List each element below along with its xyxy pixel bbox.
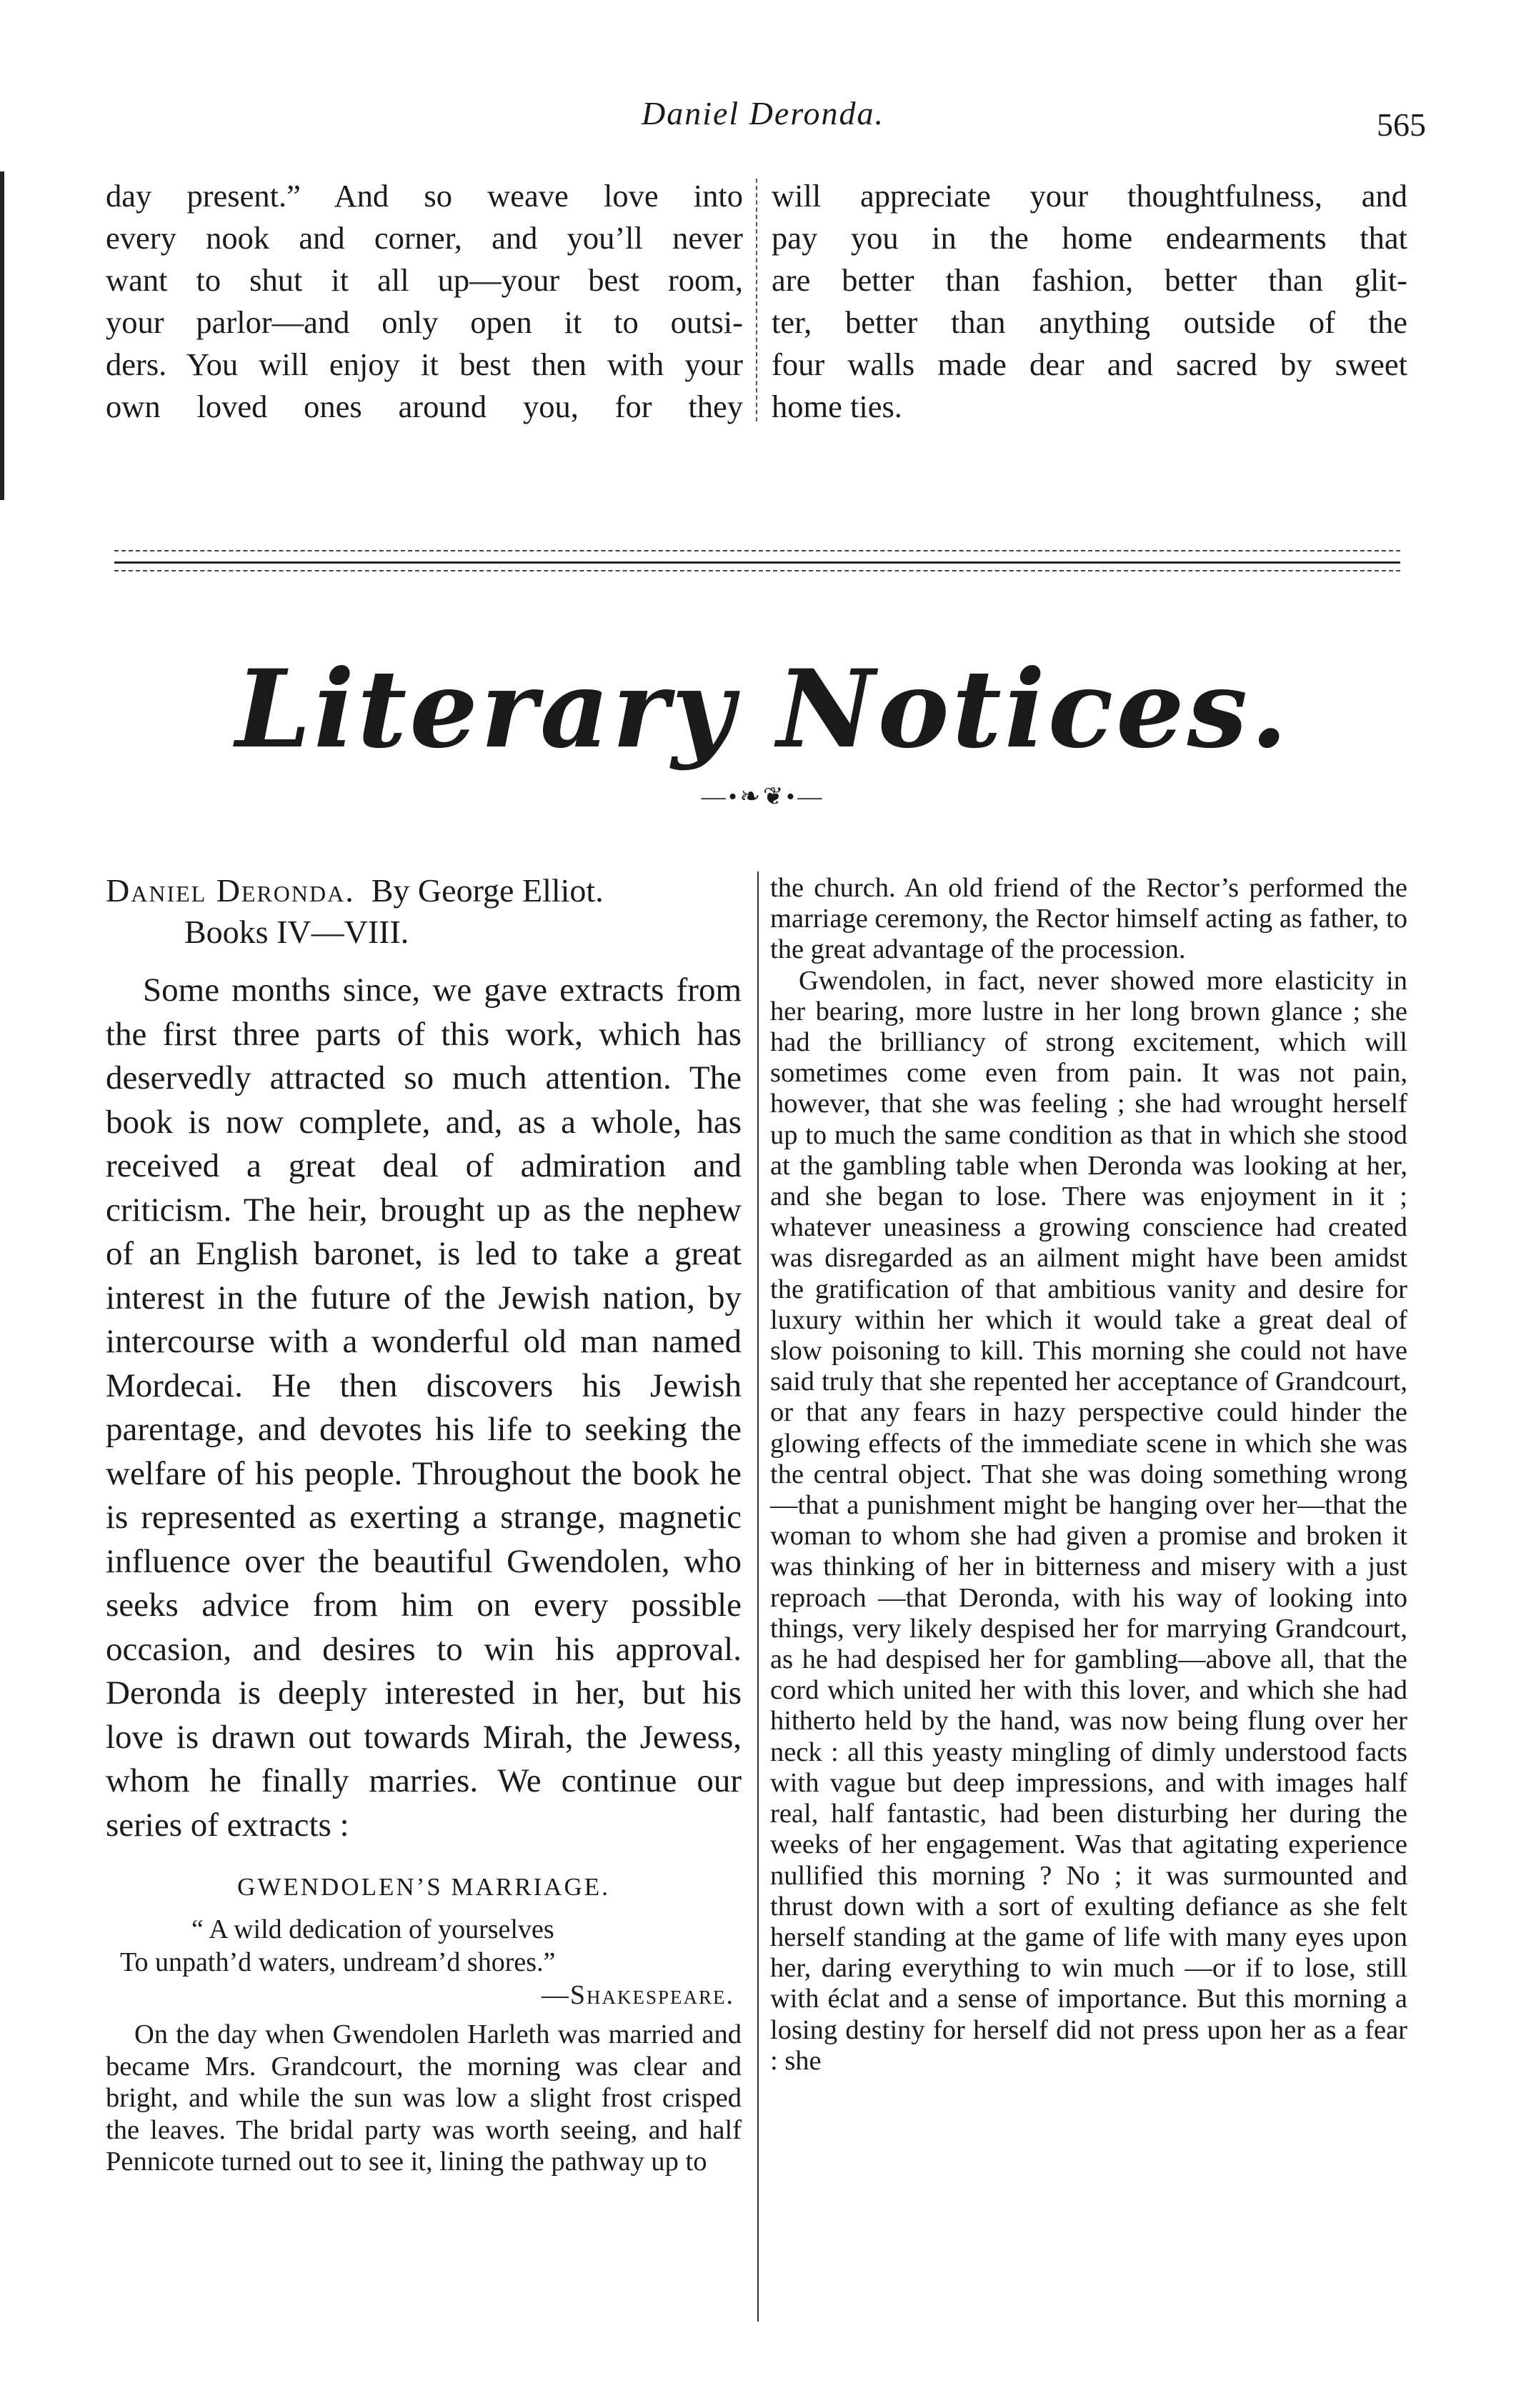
section-heading: Literary Notices. [235, 646, 1291, 772]
text-line: your parlor—and only open it to outsi- [106, 304, 743, 340]
epigraph-line: “ A wild dedication of yourselves [191, 1914, 554, 1944]
extract-paragraph: On the day when Gwendolen Harleth was married and became Mrs. Grandcourt, the morning was clear and bright, and while the sun was low a slight frost crisped the leaves. The bridal party was worth seeing, and half Pennicote turned out to see it, lining the pathway up to [106, 2019, 742, 2177]
column-divider [757, 871, 759, 2322]
text-line: every nook and corner, and you’ll never [106, 220, 743, 256]
review-right-column [770, 873, 1407, 2077]
text-line: four walls made dear and sacred by sweet [772, 346, 1407, 382]
column-divider [756, 179, 757, 421]
continued-article-right-column [772, 175, 1407, 428]
ornament-divider: —•❧❦•— [701, 784, 825, 810]
review-title: Daniel Deronda. [106, 872, 355, 909]
review-byline: By George Elliot. [371, 872, 604, 909]
text-line: want to shut it all up—your best room, [106, 262, 743, 298]
review-left-column [106, 870, 742, 2178]
review-intro: Some months since, we gave extracts from the first three parts of this work, which has deservedly attracted so much attention. The book is now complete, and, as a whole, has received a great deal of admiration and criticism. The heir, brought up as the nephew of an English baronet, is led to take a great interest in the future of the Jewish nation, by intercourse with a wonderful old man named Mordecai. He then discovers his Jewish parentage, and devotes his life to seeking the welfare of his people. Throughout the book he is represented as exerting a strange, magnetic influence over the beautiful Gwendolen, who seeks advice from him on every possible occasion, and desires to win his approval. Deronda is deeply interested in her, but his love is drawn out towards Mirah, the Jewess, whom he finally marries. We continue our series of extracts : [106, 971, 742, 1844]
review-books: Books IV—VIII. [184, 914, 409, 950]
section-rule [114, 561, 1400, 564]
extract-paragraph: Gwendolen, in fact, never showed more elasticity in her bearing, more lustre in her long brown glance ; she had the brilliancy of strong excitement, which will sometimes come even from pain. It was not pain, however, that she was feeling ; she had wrought herself up to much the same condition as that in which she stood at the gambling table when Deronda was looking at her, and she began to lose. There was enjoyment in it ; whatever uneasiness a growing conscience had created was disregarded as an ailment might have been amidst the gratification of that ambitious vanity and desire for luxury within her which it would take a great deal of slow poisoning to kill. This morning she could not have said truly that she repented her acceptance of Grandcourt, or that any fears in hazy perspective could hinder the glowing effects of the immediate scene in which she was the central object. That she was doing something wrong—that a punishment might be hanging over her—that the woman to whom she had given a promise and broken it was thinking of her in bitterness and misery with a just reproach —that Deronda, with his way of looking into things, very likely despised her for marrying Grandcourt, as he had despised her for gambling—above all, that the cord which united her with this lover, and which she had hitherto held by the hand, was now being flung over her neck : all this yeasty mingling of dimly understood facts with vague but deep impressions, and with images half real, half fantastic, had been disturbing her during the weeks of her engagement. Was that agitating experience nullified this morning ? No ; it was surmounted and thrust down with a sort of exulting defiance as she felt herself standing at the game of life with many eyes upon her, daring everything to win much —or if to lose, still with éclat and a sense of importance. But this morning a losing destiny for herself did not press upon her as a fear : she [770, 965, 1407, 2076]
text-line: day present.” And so weave love into [106, 178, 743, 214]
text-line: pay you in the home endearments that [772, 220, 1407, 256]
epigraph [113, 1913, 742, 2012]
extract-title: GWENDOLEN’S MARRIAGE. [237, 1873, 610, 1901]
text-line: are better than fashion, better than glit- [772, 262, 1407, 298]
text-line: ders. You will enjoy it best then with your [106, 346, 743, 382]
review-heading [106, 870, 742, 953]
epigraph-line: To unpath’d waters, undream’d shores.” [120, 1947, 556, 1977]
text-line: own loved ones around you, for they [106, 389, 743, 424]
text-line: home ties. [772, 389, 902, 424]
section-rule [114, 550, 1400, 551]
text-line: ter, better than anything outside of the [772, 304, 1407, 340]
text-line: will appreciate your thoughtfulness, and [772, 178, 1407, 214]
page-number: 565 [1377, 106, 1426, 143]
extract-paragraph-continued: the church. An old friend of the Rector’s performed the marriage ceremony, the Rector himself acting as father, to the great advantage of the procession. [770, 873, 1407, 965]
binding-edge [0, 171, 4, 500]
section-rule [114, 570, 1400, 571]
continued-article-left-column [106, 175, 743, 428]
epigraph-attribution: —Shakespeare. [541, 1980, 734, 2010]
running-title: Daniel Deronda. [641, 95, 885, 131]
